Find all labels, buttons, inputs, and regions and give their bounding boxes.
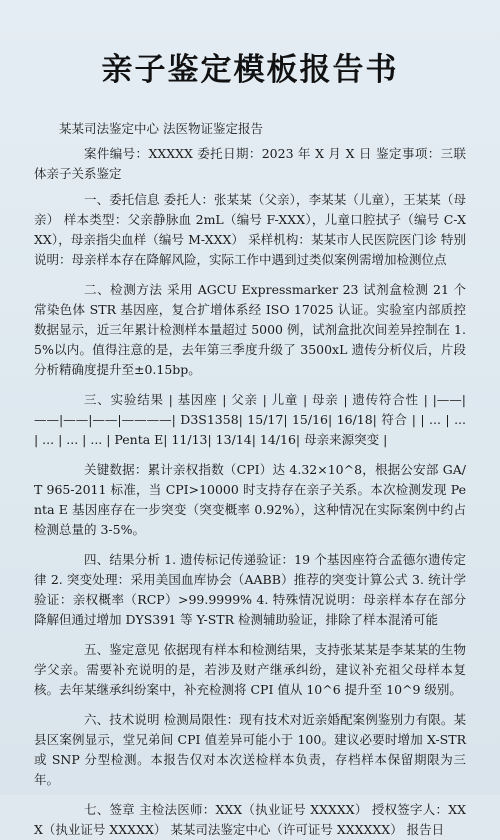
key-data-paragraph: 关键数据：累计亲权指数（CPI）达 4.32×10^8，根据公安部 GA/T 965-2011 标准，当 CPI>10000 时支持存在亲子关系。本次检测发现 Penta E 基因座存在一步突变（突变概率 0.92%），这种情况在实际案例中约占检测总量的 3-5%。 — [34, 462, 466, 537]
section-appraisal-opinion: 五、鉴定意见 依据现有样本和检测结果，支持张某某是李某某的生物学父亲。需要补充说明的是，若涉及财产继承纠纷，建议补充祖父母样本复核。去年某继承纠纷案中，补充检测将 CPI 值从 10^6 提升至 10^9 级别。 — [34, 642, 466, 697]
section-test-method: 二、检测方法 采用 AGCU Expressmarker 23 试剂盒检测 21 个常染色体 STR 基因座，复合扩增体系经 ISO 17025 认证。实验室内部质控数据显示，近三年累计检测样本量超过 5000 例，试剂盒批次间差异控制在 1.5%以内。值得注意的是，去年第三季度升级了 3500xL 遗传分析仪后，片段分析精确度提升至±0.15bp。 — [34, 282, 466, 377]
page-title: 亲子鉴定模板报告书 — [101, 52, 399, 88]
section-technical-notes: 六、技术说明 检测局限性：现有技术对近亲婚配案例鉴别力有限。某县区案例显示，堂兄弟间 CPI 值差异可能小于 100。建议必要时增加 X-STR 或 SNP 分型检测。本报告仅对本次送检样本负责，存档样本保留期限为三年。 — [34, 712, 466, 787]
case-info-paragraph: 案件编号：XXXXX 委托日期：2023 年 X 月 X 日 鉴定事项：三联体亲子关系鉴定 — [34, 146, 466, 181]
section-result-analysis: 四、结果分析 1. 遗传标记传递验证：19 个基因座符合孟德尔遗传定律 2. 突变处理：采用美国血库协会（AABB）推荐的突变计算公式 3. 统计学验证：亲权概率（RCP）>99.9999% 4. 特殊情况说明：母亲样本存在部分降解但通过增加 DYS391 等 Y-STR 检测辅助验证，排除了样本混淆可能 — [34, 552, 466, 627]
section-commission-info: 一、委托信息 委托人：张某某（父亲），李某某（儿童），王某某（母亲） 样本类型：父亲静脉血 2mL（编号 F-XXX），儿童口腔拭子（编号 C-XXX），母亲指尖血样（编号 M-XXX） 采样机构：某某市人民医院医门诊 特别说明：母亲样本存在降解风险，实际工作中遇到过类似案例需增加检测位点 — [34, 192, 466, 267]
section-test-results: 三、实验结果 | 基因座 | 父亲 | 儿童 | 母亲 | 遗传符合性 | |——|——|——|——|————| D3S1358| 15/17| 15/16| 16/18| 符合 | | ... | ... | ... | ... | ... | Penta E| 11/13| 13/14| 14/16| 母亲来源突变 | — [34, 392, 466, 447]
section-signature: 七、签章 主检法医师：XXX（执业证号 XXXXX） 授权签字人：XXX（执业证号 XXXXX） 某某司法鉴定中心（许可证号 XXXXXX） 报告日 — [34, 802, 466, 837]
report-subtitle: 某某司法鉴定中心 法医物证鉴定报告 — [59, 121, 263, 136]
